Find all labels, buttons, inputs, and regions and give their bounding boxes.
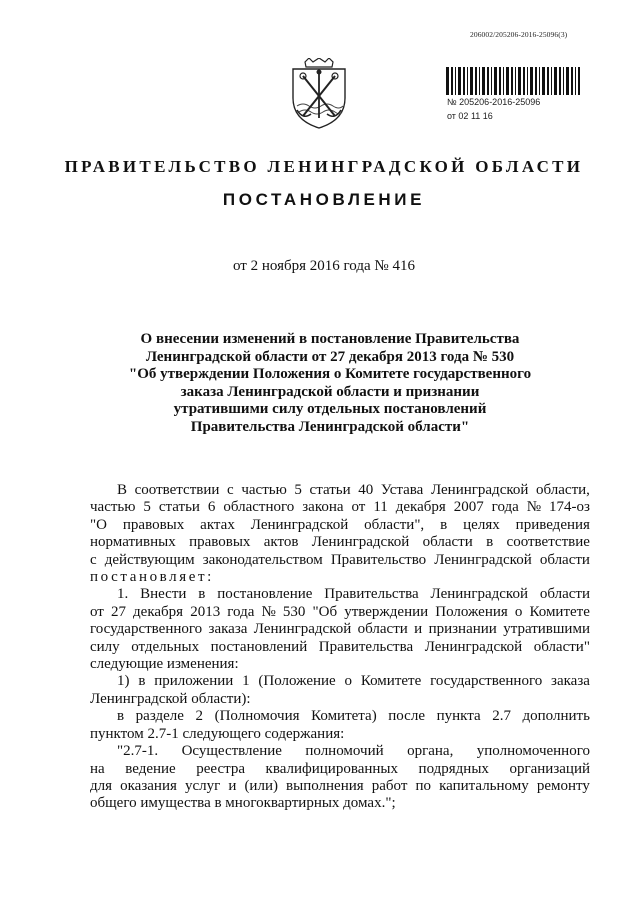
barcode-bar <box>467 67 468 95</box>
body-line: пунктом 2.7-1 следующего содержания: <box>90 725 345 742</box>
body-line: 1) в приложении 1 (Положение о Комитете государственного заказа <box>117 673 590 690</box>
barcode-bar <box>475 67 477 95</box>
barcode-bar <box>539 67 540 95</box>
barcode-bar <box>523 67 525 95</box>
barcode-bar <box>571 67 573 95</box>
barcode-icon <box>446 67 580 95</box>
barcode-bar <box>511 67 513 95</box>
body-line: нормативных правовых актов Ленинградской области в соответствие <box>90 534 590 551</box>
body-line: 1. Внести в постановление Правительства Ленинградской области <box>117 586 590 603</box>
body-line: от 27 декабря 2013 года № 530 "Об утверждении Положения о Комитете <box>90 603 590 620</box>
registration-date: от 02 11 16 <box>447 111 493 121</box>
act-title <box>90 331 570 437</box>
body-line: частью 5 статьи 6 областного закона от 11 декабря 2007 года № 174-оз <box>90 499 590 516</box>
barcode-bar <box>575 67 576 95</box>
barcode-bar <box>451 67 453 95</box>
issuer-heading: ПРАВИТЕЛЬСТВО ЛЕНИНГРАДСКОЙ ОБЛАСТИ <box>64 157 584 176</box>
barcode-bar <box>463 67 465 95</box>
title-line: Ленинградской области от 27 декабря 2013 года № 530 <box>145 348 515 365</box>
act-date-number: от 2 ноября 2016 года № 416 <box>233 258 415 274</box>
title-line: заказа Ленинградской области и признании <box>180 383 480 400</box>
barcode-bar <box>458 67 461 95</box>
barcode-bar <box>542 67 545 95</box>
barcode-bar <box>446 67 449 95</box>
barcode-bar <box>499 67 501 95</box>
document-number: 206002/205206-2016-25096(3) <box>470 30 568 39</box>
body-line: в разделе 2 (Полномочия Комитета) после пункта 2.7 дополнить <box>117 708 590 725</box>
barcode-bar <box>530 67 533 95</box>
body-line: следующие изменения: <box>90 656 239 673</box>
coat-of-arms-icon <box>285 58 353 130</box>
barcode-bar <box>535 67 537 95</box>
title-line: утратившими силу отдельных постановлений <box>173 401 487 418</box>
barcode-bar <box>551 67 552 95</box>
barcode-bar <box>455 67 456 95</box>
body-line: для оказания услуг и (или) выполнения работ по капитальному ремонту <box>90 777 590 794</box>
barcode-bar <box>494 67 497 95</box>
body-line: на ведение реестра квалифицированных подрядных организаций <box>90 760 590 777</box>
barcode-bar <box>566 67 569 95</box>
barcode-bar <box>470 67 473 95</box>
body-line: В соответствии с частью 5 статьи 40 Устава Ленинградской области, <box>117 482 590 498</box>
barcode-bar <box>554 67 557 95</box>
body-line: с действующим законодательством Правительство Ленинградской области <box>90 551 590 568</box>
barcode-bar <box>563 67 564 95</box>
barcode-bar <box>559 67 561 95</box>
barcode-bar <box>578 67 580 95</box>
barcode-bar <box>527 67 528 95</box>
barcode-bar <box>515 67 516 95</box>
body-line: "О правовых актах Ленинградской области", в целях приведения <box>90 516 590 533</box>
barcode-bar <box>503 67 504 95</box>
barcode-bar <box>491 67 492 95</box>
body-line: силу отдельных постановлений Правительства Ленинградской области" <box>90 638 590 655</box>
title-line: Правительства Ленинградской области" <box>190 418 470 435</box>
barcode-bar <box>506 67 509 95</box>
registration-number: № 205206-2016-25096 <box>447 97 541 107</box>
act-body <box>90 482 590 813</box>
barcode-bar <box>547 67 549 95</box>
title-line: "Об утверждении Положения о Комитете государственного <box>128 366 532 383</box>
title-line: О внесении изменений в постановление Правительства <box>140 331 520 347</box>
barcode-bar <box>482 67 485 95</box>
body-line: Ленинградской области): <box>90 690 251 707</box>
body-line: общего имущества в многоквартирных домах."; <box>90 795 396 812</box>
decree-word: постановляет: <box>90 569 214 586</box>
body-line: "2.7-1. Осуществление полномочий органа, уполномоченного <box>117 743 590 760</box>
barcode-bar <box>479 67 480 95</box>
act-type-heading: ПОСТАНОВЛЕНИЕ <box>222 190 426 209</box>
barcode-bar <box>518 67 521 95</box>
body-line: государственного заказа Ленинградской области и признании утратившими <box>90 621 590 638</box>
barcode-bar <box>487 67 489 95</box>
